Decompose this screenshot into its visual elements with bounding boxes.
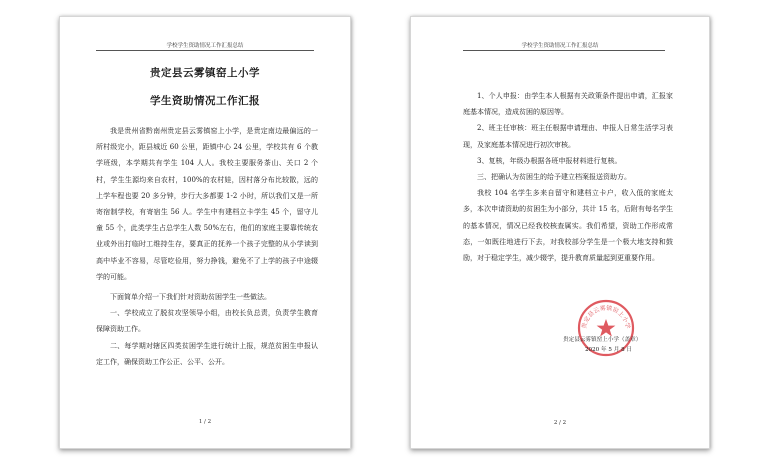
seal-star <box>597 319 616 337</box>
seal-arc-text: 贵定县云雾镇窑上小学 <box>580 304 632 330</box>
document-page-1 <box>59 16 351 449</box>
body-paragraph: 一、学校成立了脱贫攻坚领导小组，由校长负总责，负责学生教育保障资助工作。 <box>96 309 318 334</box>
body-paragraph: 3、复核，年级办根据各班申报材料进行复核。 <box>477 156 622 165</box>
header-rule <box>96 50 314 51</box>
body-paragraph: 2、班主任审核：班主任根据申请理由、申报人日常生活学习表现，及家庭基本情况进行初次审核。 <box>463 124 673 149</box>
body-paragraph: 下面简单介绍一下我们针对资助贫困学生一些做法。 <box>110 293 271 302</box>
running-header: 学校学生资助情况工作汇报总结 <box>521 43 599 49</box>
document-title-line2: 学生资助情况工作汇报 <box>150 95 260 107</box>
header-rule <box>463 50 665 51</box>
running-header: 学校学生资助情况工作汇报总结 <box>166 43 244 49</box>
body-paragraph: 二、每学期对辖区四类贫困学生进行统计上报，规范贫困生申报认定工作，确保资助工作公正、公平、公开。 <box>96 341 318 366</box>
page-number: 1 / 2 <box>198 419 212 425</box>
body-paragraph: 1、个人申报：由学生本人根据有关政策条件提出申请，汇报家庭基本情况，造成贫困的原因等。 <box>463 92 673 117</box>
body-paragraph: 三、把确认为贫困生的给予建立档案报送资助方。 <box>477 173 631 182</box>
page-number: 2 / 2 <box>553 420 567 426</box>
page1-body <box>96 123 318 370</box>
body-paragraph: 我校 104 名学生多来自留守和建档立卡户，收入低的家庭太多，本次申请资助的贫困生为小部分，共计 15 名，后附有每名学生的基本情况，情况已经我校核查属实。我们希望，资助工作形成常态，一如既往地进行下去，对我校部分学生是一个极大地支持和鼓励，对于稳定学生，减少辍学，提升教育质量起到更重要作用。 <box>463 189 673 263</box>
document-page-2 <box>410 16 710 449</box>
signature-org: 贵定县云雾镇窑上小学（盖章） <box>563 337 642 343</box>
document-title-line1: 贵定县云雾镇窑上小学 <box>150 67 260 79</box>
signature-block <box>563 335 641 355</box>
page2-body <box>463 88 673 266</box>
signature-date: 2020 年 5 月 8 日 <box>585 347 633 353</box>
intro-paragraph: 我是贵州省黔南州贵定县云雾镇窑上小学，是贵定南边最偏远的一所村级完小，距县城近 60 公里，距镇中心 24 公里，学校共有 6 个教学班级，本学期共有学生 104 人人。我校主要服务茶山、关口 2 个村，学生生源均来自农村，100%的农村娃，因村落分布比较散，远的上学车程也要 20 多分钟，步行大多都要 1-2 小时，所以我们又是一所寄宿制学校，有寄宿生 56 人。学生中有建档立卡学生 45 个，留守儿童 55 个，此类学生占总学生人数 50%左右，他们的家庭主要靠传统农业或外出打临时工维持生存，要真正的抚养一个孩子完整的从小学读到高中毕业不容易，尽管吃俭用，努力挣钱，避免不了上学的孩子中途辍学的可能。 <box>96 127 318 281</box>
